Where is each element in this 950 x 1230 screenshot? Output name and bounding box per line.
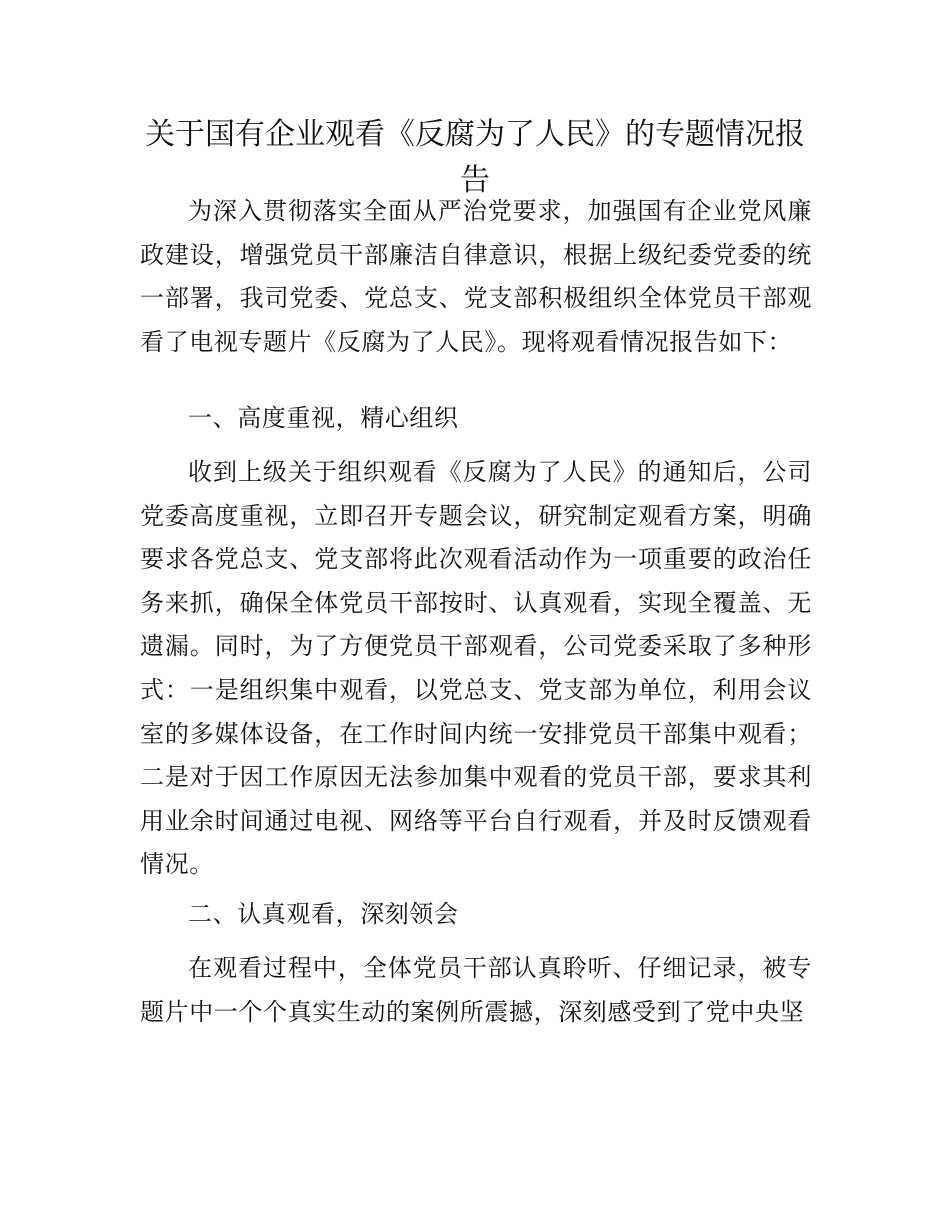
document-title: 关于国有企业观看《反腐为了人民》的专题情况报告 [145,117,805,198]
section-heading-2: 二、认真观看，深刻领会 [188,900,459,928]
section-1-paragraph: 收到上级关于组织观看《反腐为了人民》的通知后，公司党委高度重视，立即召开专题会议，研究制定观看方案，明确要求各党总支、党支部将此次观看活动作为一项重要的政治任务来抓，确保全体党员干部按时、认真观看，实现全覆盖、无遗漏。同时，为了方便党员干部观看，公司党委采取了多种形式：一是组织集中观看，以党总支、党支部为单位，利用会议室的多媒体设备，在工作时间内统一安排党员干部集中观看；二是对于因工作原因无法参加集中观看的党员干部，要求其利用业余时间通过电视、网络等平台自行观看，并及时反馈观看情况。 [140,458,812,879]
section-heading-1: 一、高度重视，精心组织 [188,404,459,432]
section-2-paragraph: 在观看过程中，全体党员干部认真聆听、仔细记录，被专题片中一个个真实生动的案例所震撼，深刻感受到了党中央坚 [140,954,812,1026]
intro-paragraph: 为深入贯彻落实全面从严治党要求，加强国有企业党风廉政建设，增强党员干部廉洁自律意识，根据上级纪委党委的统一部署，我司党委、党总支、党支部积极组织全体党员干部观看了电视专题片《反腐为了人民》。现将观看情况报告如下： [140,197,812,356]
